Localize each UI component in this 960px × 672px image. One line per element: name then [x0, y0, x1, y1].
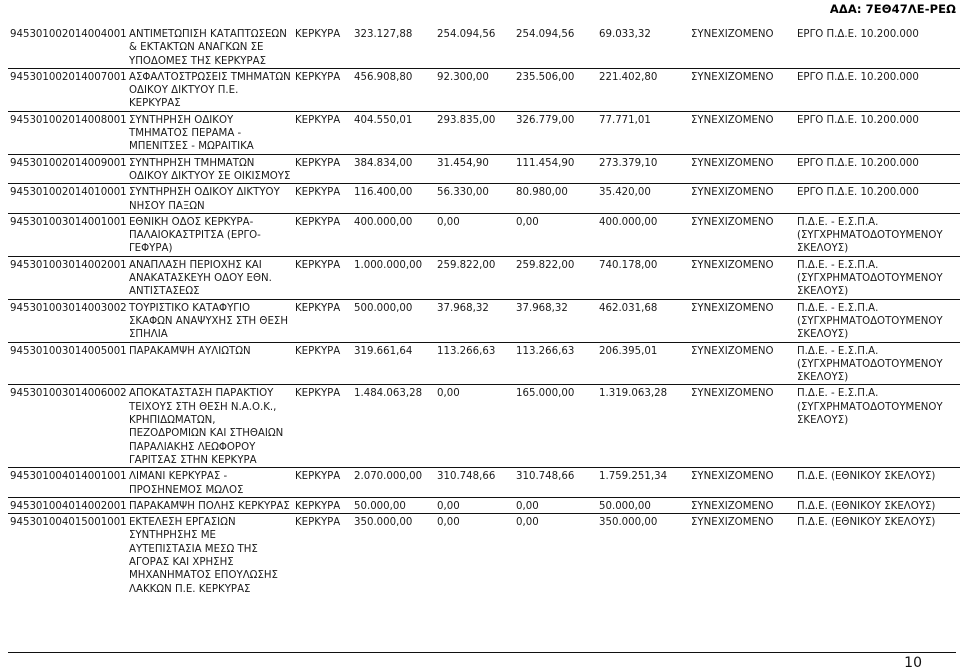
project-status: ΣΥΝΕΧΙΖΟΜΕΝΟ	[689, 68, 795, 111]
project-region: ΚΕΡΚΥΡΑ	[293, 154, 352, 184]
remaining-value: 273.379,10	[597, 154, 689, 184]
credits-value: 235.506,00	[514, 68, 597, 111]
budget-total: 319.661,64	[352, 342, 435, 385]
funding-source: Π.Δ.Ε. (ΕΘΝΙΚΟΥ ΣΚΕΛΟΥΣ)	[795, 468, 960, 498]
payments-value: 0,00	[435, 213, 514, 256]
project-code: 945301002014004001	[10, 29, 127, 40]
ada-stamp: ΑΔΑ: 7ΕΘ47ΛΕ-ΡΕΩ	[829, 2, 956, 16]
project-code: 945301004015001001	[8, 514, 127, 596]
project-status: ΣΥΝΕΧΙΖΟΜΕΝΟ	[689, 497, 795, 513]
project-status: ΣΥΝΕΧΙΖΟΜΕΝΟ	[689, 154, 795, 184]
project-status: ΣΥΝΕΧΙΖΟΜΕΝΟ	[689, 342, 795, 385]
project-title: ΑΠΟΚΑΤΑΣΤΑΣΗ ΠΑΡΑΚΤΙΟΥ ΤΕΙΧΟΥΣ ΣΤΗ ΘΕΣΗ Ν.Α.Ο.Κ., ΚΡΗΠΙΔΩΜΑΤΩΝ, ΠΕΖΟΔΡΟΜΙΩΝ ΚΑΙ ΣΤΗΘΑΙΩΝ ΠΑΡΑΛΙΑΚΗΣ ΛΕΩΦΟΡΟΥ ΓΑΡΙΤΣΑΣ ΣΤΗΝ ΚΕΡΚΥΡΑ	[127, 385, 293, 468]
table-row	[8, 184, 960, 214]
budget-total: 404.550,01	[352, 111, 435, 154]
budget-total: 400.000,00	[352, 213, 435, 256]
project-status: ΣΥΝΕΧΙΖΟΜΕΝΟ	[689, 256, 795, 299]
budget-total: 456.908,80	[352, 68, 435, 111]
credits-value: 326.779,00	[514, 111, 597, 154]
project-code: 945301003014006002	[8, 385, 127, 468]
project-status: ΣΥΝΕΧΙΖΟΜΕΝΟ	[689, 514, 795, 596]
budget-total: 384.834,00	[352, 154, 435, 184]
project-status: ΣΥΝΕΧΙΖΟΜΕΝΟ	[689, 111, 795, 154]
payments-value: 0,00	[435, 514, 514, 596]
project-code: 945301002014009001	[8, 154, 127, 184]
remaining-value: 77.771,01	[597, 111, 689, 154]
project-region: ΚΕΡΚΥΡΑ	[293, 385, 352, 468]
funding-source: Π.Δ.Ε. - Ε.Σ.Π.Α. (ΣΥΓΧΡΗΜΑΤΟΔΟΤΟΥΜΕΝΟΥ ΣΚΕΛΟΥΣ)	[795, 299, 960, 342]
funding-source: ΕΡΓΟ Π.Δ.Ε. 10.200.000	[795, 68, 960, 111]
payments-value: 0,00	[435, 385, 514, 468]
credits-value: 37.968,32	[514, 299, 597, 342]
budget-total: 50.000,00	[352, 497, 435, 513]
project-status: ΣΥΝΕΧΙΖΟΜΕΝΟ	[691, 29, 774, 40]
remaining-value: 221.402,80	[597, 68, 689, 111]
remaining-value: 1.759.251,34	[597, 468, 689, 498]
table-row	[8, 154, 960, 184]
project-region: ΚΕΡΚΥΡΑ	[293, 111, 352, 154]
table-row	[8, 26, 960, 68]
credits-value: 254.094,56	[516, 29, 575, 40]
project-region: ΚΕΡΚΥΡΑ	[295, 29, 341, 40]
table-row	[8, 111, 960, 154]
funding-source: Π.Δ.Ε. - Ε.Σ.Π.Α. (ΣΥΓΧΡΗΜΑΤΟΔΟΤΟΥΜΕΝΟΥ ΣΚΕΛΟΥΣ)	[795, 342, 960, 385]
credits-value: 80.980,00	[514, 184, 597, 214]
funding-source: ΕΡΓΟ Π.Δ.Ε. 10.200.000	[795, 154, 960, 184]
project-region: ΚΕΡΚΥΡΑ	[293, 184, 352, 214]
project-title: ΕΚΤΕΛΕΣΗ ΕΡΓΑΣΙΩΝ ΣΥΝΤΗΡΗΣΗΣ ΜΕ ΑΥΤΕΠΙΣΤΑΣΙΑ ΜΕΣΩ ΤΗΣ ΑΓΟΡΑΣ ΚΑΙ ΧΡΗΣΗΣ ΜΗΧΑΝΗΜΑΤΟΣ ΕΠΟΥΛΩΣΗΣ ΛΑΚΚΩΝ Π.Ε. ΚΕΡΚΥΡΑΣ	[127, 514, 293, 596]
project-code: 945301004014002001	[8, 497, 127, 513]
credits-value: 0,00	[514, 514, 597, 596]
project-code: 945301003014005001	[8, 342, 127, 385]
table-row	[8, 514, 960, 596]
project-region: ΚΕΡΚΥΡΑ	[293, 497, 352, 513]
project-status: ΣΥΝΕΧΙΖΟΜΕΝΟ	[689, 184, 795, 214]
remaining-value: 69.033,32	[599, 29, 651, 40]
credits-value: 111.454,90	[514, 154, 597, 184]
budget-total: 350.000,00	[352, 514, 435, 596]
project-code: 945301002014008001	[8, 111, 127, 154]
credits-value: 0,00	[514, 497, 597, 513]
budget-total: 500.000,00	[352, 299, 435, 342]
funding-source: ΕΡΓΟ Π.Δ.Ε. 10.200.000	[797, 29, 919, 40]
project-title: ΣΥΝΤΗΡΗΣΗ ΟΔΙΚΟΥ ΔΙΚΤΥΟΥ ΝΗΣΟΥ ΠΑΞΩΝ	[127, 184, 293, 214]
project-region: ΚΕΡΚΥΡΑ	[293, 299, 352, 342]
footer-divider	[8, 652, 956, 653]
project-status: ΣΥΝΕΧΙΖΟΜΕΝΟ	[689, 385, 795, 468]
remaining-value: 740.178,00	[597, 256, 689, 299]
funding-source: ΕΡΓΟ Π.Δ.Ε. 10.200.000	[795, 111, 960, 154]
project-code: 945301003014003002	[8, 299, 127, 342]
remaining-value: 350.000,00	[597, 514, 689, 596]
budget-total: 116.400,00	[352, 184, 435, 214]
project-title: ΑΝΤΙΜΕΤΩΠΙΣΗ ΚΑΤΑΠΤΩΣΕΩΝ & ΕΚΤΑΚΤΩΝ ΑΝΑΓΚΩΝ ΣΕ ΥΠΟΔΟΜΕΣ ΤΗΣ ΚΕΡΚΥΡΑΣ	[129, 29, 287, 67]
project-region: ΚΕΡΚΥΡΑ	[293, 213, 352, 256]
table-row	[8, 256, 960, 299]
project-region: ΚΕΡΚΥΡΑ	[293, 68, 352, 111]
funding-source: Π.Δ.Ε. (ΕΘΝΙΚΟΥ ΣΚΕΛΟΥΣ)	[795, 514, 960, 596]
projects-table	[8, 26, 960, 596]
remaining-value: 35.420,00	[597, 184, 689, 214]
project-code: 945301002014010001	[8, 184, 127, 214]
project-title: ΑΝΑΠΛΑΣΗ ΠΕΡΙΟΧΗΣ ΚΑΙ ΑΝΑΚΑΤΑΣΚΕΥΗ ΟΔΟΥ ΕΘΝ. ΑΝΤΙΣΤΑΣΕΩΣ	[127, 256, 293, 299]
project-status: ΣΥΝΕΧΙΖΟΜΕΝΟ	[689, 213, 795, 256]
payments-value: 310.748,66	[435, 468, 514, 498]
remaining-value: 462.031,68	[597, 299, 689, 342]
table-row	[8, 385, 960, 468]
project-region: ΚΕΡΚΥΡΑ	[293, 514, 352, 596]
table-row	[8, 497, 960, 513]
project-region: ΚΕΡΚΥΡΑ	[293, 468, 352, 498]
table-row	[8, 68, 960, 111]
project-title: ΛΙΜΑΝΙ ΚΕΡΚΥΡΑΣ - ΠΡΟΣΗΝΕΜΟΣ ΜΩΛΟΣ	[127, 468, 293, 498]
budget-total: 1.000.000,00	[352, 256, 435, 299]
payments-value: 92.300,00	[435, 68, 514, 111]
project-title: ΠΑΡΑΚΑΜΨΗ ΠΟΛΗΣ ΚΕΡΚΥΡΑΣ	[127, 497, 293, 513]
project-title: ΣΥΝΤΗΡΗΣΗ ΤΜΗΜΑΤΩΝ ΟΔΙΚΟΥ ΔΙΚΤΥΟΥ ΣΕ ΟΙΚΙΣΜΟΥΣ	[127, 154, 293, 184]
payments-value: 0,00	[435, 497, 514, 513]
budget-total: 2.070.000,00	[352, 468, 435, 498]
payments-value: 113.266,63	[435, 342, 514, 385]
project-code: 945301004014001001	[8, 468, 127, 498]
table-row	[8, 342, 960, 385]
funding-source: Π.Δ.Ε. - Ε.Σ.Π.Α. (ΣΥΓΧΡΗΜΑΤΟΔΟΤΟΥΜΕΝΟΥ ΣΚΕΛΟΥΣ)	[795, 256, 960, 299]
budget-total: 323.127,88	[354, 29, 413, 40]
project-code: 945301003014002001	[8, 256, 127, 299]
project-code: 945301002014007001	[8, 68, 127, 111]
remaining-value: 206.395,01	[597, 342, 689, 385]
credits-value: 259.822,00	[514, 256, 597, 299]
payments-value: 259.822,00	[435, 256, 514, 299]
funding-source: ΕΡΓΟ Π.Δ.Ε. 10.200.000	[795, 184, 960, 214]
credits-value: 165.000,00	[514, 385, 597, 468]
funding-source: Π.Δ.Ε. - Ε.Σ.Π.Α. (ΣΥΓΧΡΗΜΑΤΟΔΟΤΟΥΜΕΝΟΥ ΣΚΕΛΟΥΣ)	[795, 213, 960, 256]
project-code: 945301003014001001	[8, 213, 127, 256]
project-title: ΑΣΦΑΛΤΟΣΤΡΩΣΕΙΣ ΤΜΗΜΑΤΩΝ ΟΔΙΚΟΥ ΔΙΚΤΥΟΥ Π.Ε. ΚΕΡΚΥΡΑΣ	[127, 68, 293, 111]
page-number: 10	[904, 655, 922, 671]
budget-total: 1.484.063,28	[352, 385, 435, 468]
project-title: ΠΑΡΑΚΑΜΨΗ ΑΥΛΙΩΤΩΝ	[127, 342, 293, 385]
project-title: ΤΟΥΡΙΣΤΙΚΟ ΚΑΤΑΦΥΓΙΟ ΣΚΑΦΩΝ ΑΝΑΨΥΧΗΣ ΣΤΗ ΘΕΣΗ ΣΠΗΛΙΑ	[127, 299, 293, 342]
payments-value: 293.835,00	[435, 111, 514, 154]
remaining-value: 400.000,00	[597, 213, 689, 256]
project-title: ΣΥΝΤΗΡΗΣΗ ΟΔΙΚΟΥ ΤΜΗΜΑΤΟΣ ΠΕΡΑΜΑ - ΜΠΕΝΙΤΣΕΣ - ΜΩΡΑΙΤΙΚΑ	[127, 111, 293, 154]
project-status: ΣΥΝΕΧΙΖΟΜΕΝΟ	[689, 468, 795, 498]
table-row	[8, 299, 960, 342]
payments-value: 56.330,00	[435, 184, 514, 214]
credits-value: 310.748,66	[514, 468, 597, 498]
funding-source: Π.Δ.Ε. - Ε.Σ.Π.Α. (ΣΥΓΧΡΗΜΑΤΟΔΟΤΟΥΜΕΝΟΥ ΣΚΕΛΟΥΣ)	[795, 385, 960, 468]
remaining-value: 50.000,00	[597, 497, 689, 513]
payments-value: 37.968,32	[435, 299, 514, 342]
project-title: ΕΘΝΙΚΗ ΟΔΟΣ ΚΕΡΚΥΡΑ-ΠΑΛΑΙΟΚΑΣΤΡΙΤΣΑ (ΕΡΓΟ-ΓΕΦΥΡΑ)	[127, 213, 293, 256]
table-row	[8, 213, 960, 256]
project-region: ΚΕΡΚΥΡΑ	[293, 342, 352, 385]
project-status: ΣΥΝΕΧΙΖΟΜΕΝΟ	[689, 299, 795, 342]
funding-source: Π.Δ.Ε. (ΕΘΝΙΚΟΥ ΣΚΕΛΟΥΣ)	[795, 497, 960, 513]
credits-value: 113.266,63	[514, 342, 597, 385]
payments-value: 31.454,90	[435, 154, 514, 184]
table-row	[8, 468, 960, 498]
credits-value: 0,00	[514, 213, 597, 256]
project-region: ΚΕΡΚΥΡΑ	[293, 256, 352, 299]
remaining-value: 1.319.063,28	[597, 385, 689, 468]
payments-value: 254.094,56	[437, 29, 496, 40]
